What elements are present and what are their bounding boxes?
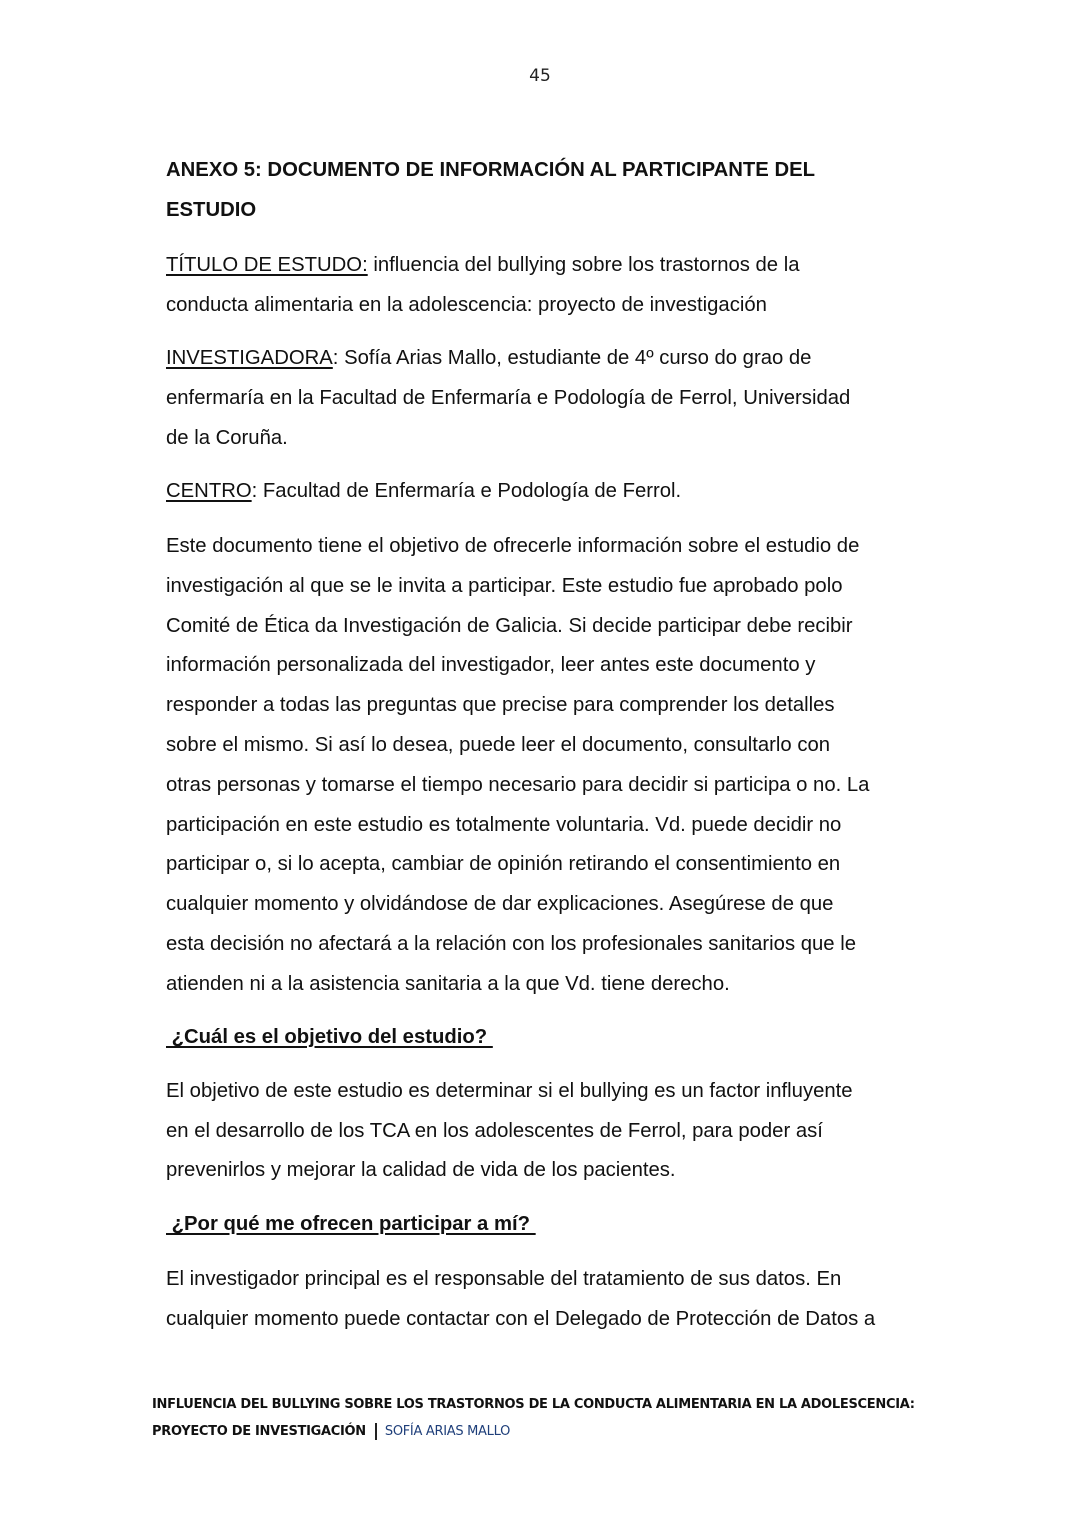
section-heading: ¿Cuál es el objetivo del estudio?: [166, 1026, 493, 1048]
paragraph-line: esta decisión no afectará a la relación con los profesionales sanitarios que le: [166, 932, 856, 955]
study-title-text: conducta alimentaria en la adolescencia: proyecto de investigación: [166, 293, 767, 316]
heading-line: ESTUDIO: [166, 198, 257, 221]
study-title: [166, 246, 800, 326]
investigator-text: : Sofía Arias Mallo, estudiante de 4º curso do grao de: [332, 347, 812, 369]
paragraph-line: El objetivo de este estudio es determinar si el bullying es un factor influyente: [166, 1079, 853, 1102]
paragraph-line: responder a todas las preguntas que precise para comprender los detalles: [166, 694, 835, 717]
footer-title-cont: PROYECTO DE INVESTIGACIÓN: [152, 1424, 366, 1439]
study-title-label: TÍTULO DE ESTUDO:: [166, 254, 368, 276]
center-text: : Facultad de Enfermaría e Podología de Ferrol.: [251, 480, 682, 502]
center-label: CENTRO: [166, 480, 252, 502]
investigator: [166, 339, 850, 458]
paragraph-line: sobre el mismo. Si así lo desea, puede leer el documento, consultarlo con: [166, 733, 831, 756]
annex-heading: [166, 151, 815, 231]
paragraph-line: Comité de Ética da Investigación de Galicia. Si decide participar debe recibir: [166, 614, 853, 637]
footer-author: SOFÍA ARIAS MALLO: [384, 1424, 510, 1439]
paragraph-line: El investigador principal es el responsable del tratamiento de sus datos. En: [166, 1267, 842, 1290]
section-why-me: [166, 1205, 875, 1339]
paragraph-line: prevenirlos y mejorar la calidad de vida de los pacientes.: [166, 1159, 676, 1182]
paragraph-line: en el desarrollo de los TCA en los adolescentes de Ferrol, para poder así: [166, 1119, 823, 1142]
section-heading: ¿Por qué me ofrecen participar a mí?: [166, 1213, 536, 1235]
paragraph-line: Este documento tiene el objetivo de ofrecerle información sobre el estudio de: [166, 535, 860, 557]
investigator-label: INVESTIGADORA: [166, 347, 333, 369]
paragraph-line: participar o, si lo acepta, cambiar de opinión retirando el consentimiento en: [166, 853, 841, 876]
investigator-text: de la Coruña.: [166, 426, 288, 449]
page-number: 45: [529, 66, 551, 86]
heading-line: ANEXO 5: DOCUMENTO DE INFORMACIÓN AL PARTICIPANTE DEL: [166, 159, 816, 181]
footer-separator: [375, 1423, 377, 1440]
paragraph-line: participación en este estudio es totalmente voluntaria. Vd. puede decidir no: [166, 813, 842, 836]
paragraph-line: información personalizada del investigador, leer antes este documento y: [166, 654, 816, 677]
footer-title: INFLUENCIA DEL BULLYING SOBRE LOS TRASTORNOS DE LA CONDUCTA ALIMENTARIA EN LA ADOLESCENCIA:: [152, 1397, 915, 1412]
paragraph-line: atienden ni a la asistencia sanitaria a la que Vd. tiene derecho.: [166, 972, 730, 995]
section-objective: [166, 1018, 853, 1191]
investigator-text: enfermaría en la Facultad de Enfermaría e Podología de Ferrol, Universidad: [166, 386, 851, 409]
paragraph-line: cualquier momento y olvidándose de dar explicaciones. Asegúrese de que: [166, 893, 834, 916]
paragraph-line: investigación al que se le invita a participar. Este estudio fue aprobado polo: [166, 574, 843, 597]
study-title-text: influencia del bullying sobre los trastornos de la: [367, 254, 800, 276]
paragraph-line: cualquier momento puede contactar con el Delegado de Protección de Datos a: [166, 1307, 876, 1330]
paragraph-line: otras personas y tomarse el tiempo necesario para decidir si participa o no. La: [166, 773, 870, 796]
intro-paragraph: [166, 527, 869, 1005]
center: [166, 472, 681, 512]
footer-line2: [152, 1423, 510, 1440]
